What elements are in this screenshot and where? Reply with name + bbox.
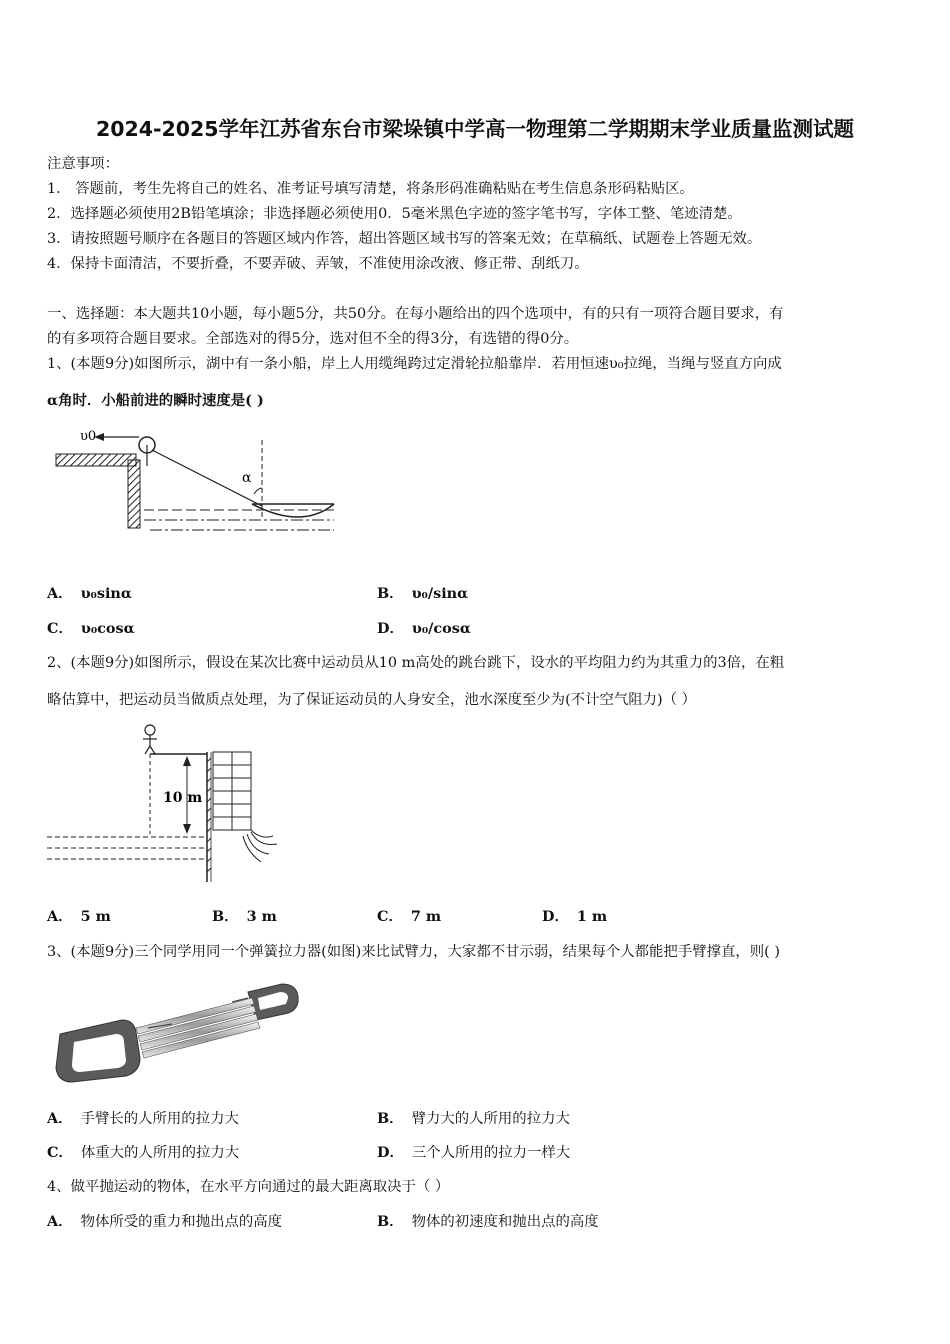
q1-option-d[interactable] [377,617,471,638]
q3-option-d[interactable] [377,1141,570,1162]
q3-option-b[interactable] [377,1107,570,1128]
option-key: D． [377,620,404,637]
option-text: 7 m [410,908,442,925]
option-key: D． [377,1144,404,1161]
section-intro: 的有多项符合题目要求。全部选对的得5分，选对但不全的得3分，有选错的得0分。 [47,331,579,347]
option-key: B． [212,908,239,925]
option-key: A． [47,908,73,925]
option-text: 臂力大的人所用的拉力大 [411,1111,570,1127]
q3-spring-expander-figure [52,972,302,1087]
q3-option-c[interactable] [47,1141,239,1162]
q4-option-b[interactable] [377,1210,599,1231]
option-text: 手臂长的人所用的拉力大 [80,1111,239,1127]
option-text: 3 m [246,908,277,925]
option-key: C． [47,1144,73,1161]
question-2-text: 2、(本题9分)如图所示，假设在某次比赛中运动员从10 m高处的跳台跳下，设水的平均阻力约为其重力的3倍，在粗 [47,655,785,671]
option-text: 体重大的人所用的拉力大 [80,1145,240,1161]
option-key: C． [377,908,403,925]
height-label: 10 m [163,790,203,806]
option-text: 1 m [576,908,608,925]
option-key: C． [47,620,73,637]
option-key: A． [47,585,73,602]
notice-item: 4．保持卡面清洁，不要折叠，不要弄破、弄皱，不准使用涂改液、修正带、刮纸刀。 [47,256,589,272]
option-key: A． [47,1213,73,1230]
option-text: 物体所受的重力和抛出点的高度 [80,1214,283,1230]
question-2-text: 略估算中，把运动员当做质点处理，为了保证运动员的人身安全，池水深度至少为(不计空气阻力)（ ） [47,692,696,708]
question-4-text: 4、做平抛运动的物体，在水平方向通过的最大距离取决于（ ） [47,1179,450,1195]
q1-option-b[interactable] [377,582,468,603]
notice-item: 1． 答题前，考生先将自己的姓名、准考证号填写清楚，将条形码准确粘贴在考生信息条形码粘贴区。 [47,181,694,197]
question-3-text: 3、(本题9分)三个同学用同一个弹簧拉力器(如图)来比试臂力，大家都不甘示弱，结果每个人都能把手臂撑直，则( ) [47,944,780,960]
option-text: 物体的初速度和抛出点的高度 [411,1214,599,1230]
notice-item: 3．请按照题号顺序在各题目的答题区域内作答，超出答题区域书写的答案无效；在草稿纸、试题卷上答题无效。 [47,231,762,247]
q2-option-d[interactable] [542,905,607,926]
notice-item: 2．选择题必须使用2B铅笔填涂；非选择题必须使用0．5毫米黑色字迹的签字笔书写，字体工整、笔迹清楚。 [47,206,742,222]
q1-option-c[interactable] [47,617,135,638]
q3-option-a[interactable] [47,1107,239,1128]
option-text: 三个人所用的拉力一样大 [411,1145,571,1161]
question-1-text: 1、(本题9分)如图所示，湖中有一条小船，岸上人用缆绳跨过定滑轮拉船靠岸．若用恒速υ₀拉绳，当绳与竖直方向成 [47,356,782,372]
q1-boat-pulley-figure [52,420,352,540]
q2-option-b[interactable] [212,905,277,926]
q2-option-a[interactable] [47,905,111,926]
q2-option-c[interactable] [377,905,441,926]
option-key: B． [377,1110,404,1127]
angle-label: α [242,470,252,486]
option-key: B． [377,585,404,602]
q4-option-a[interactable] [47,1210,282,1231]
option-text: υ₀cosα [80,620,135,637]
option-text: υ₀/sinα [411,585,469,602]
option-key: B． [377,1213,404,1230]
q1-option-a[interactable] [47,582,132,603]
option-key: D． [542,908,569,925]
page-title: 2024-2025学年江苏省东台市梁垛镇中学高一物理第二学期期末学业质量监测试题 [95,117,855,141]
option-text: 5 m [80,908,111,925]
option-text: υ₀sinα [80,585,132,602]
section-intro: 一、选择题：本大题共10小题，每小题5分，共50分。在每小题给出的四个选项中，有的只有一项符合题目要求，有 [47,306,784,322]
notice-heading: 注意事项： [47,156,119,172]
velocity-label: υ0 [80,429,97,444]
option-key: A． [47,1110,73,1127]
q2-diving-figure [47,722,307,887]
option-text: υ₀/cosα [411,620,471,637]
question-1-text: α角时．小船前进的瞬时速度是( ) [47,392,264,409]
